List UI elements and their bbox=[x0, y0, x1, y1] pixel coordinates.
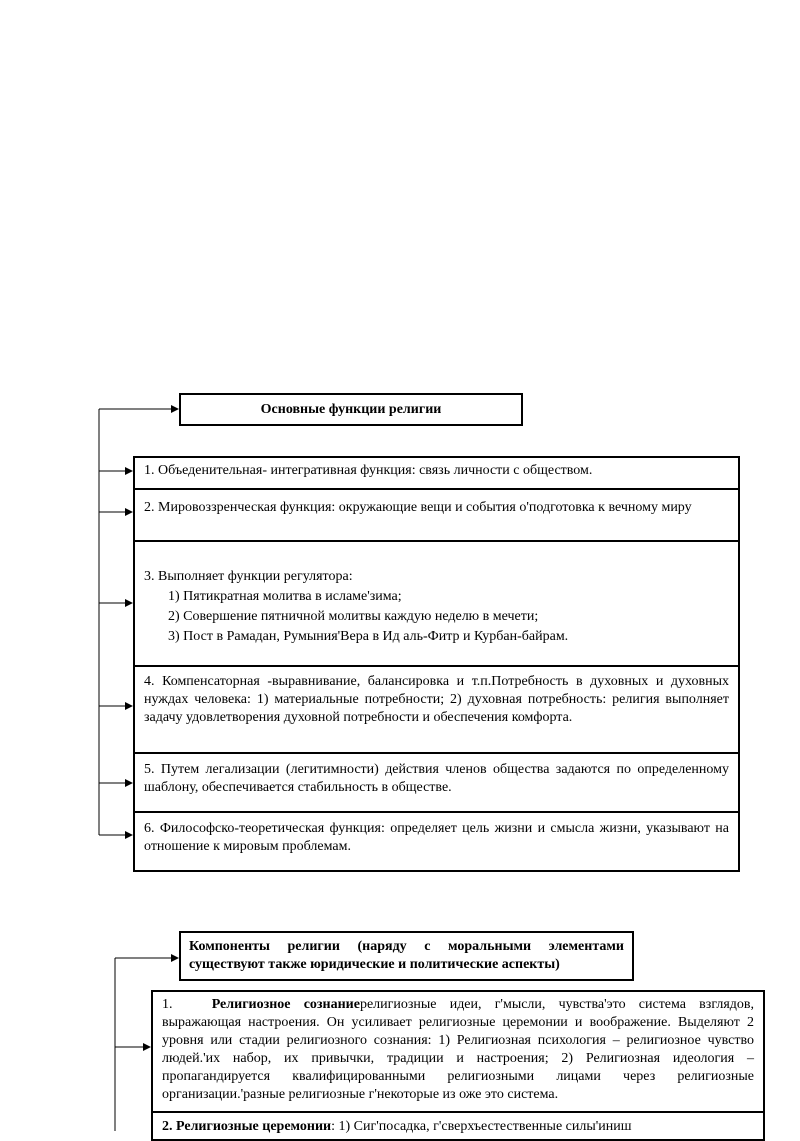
component-item-2 bbox=[151, 1111, 765, 1141]
functions-title: Основные функции религии bbox=[260, 401, 442, 417]
function-item-6: 6. Философско-теоретическая функция: определяет цель жизни и смысла жизни, указывают на отношение к мировым проблемам. bbox=[133, 811, 740, 872]
function-item-4: 4. Компенсаторная -выравнивание, балансировка и т.п.Потребность в духовных и духовных нуждах человека: 1) материальные потребности; 2) духовная потребность: религия выполняет задачу удовлетворения духовной потребности и обеспечения комфорта. bbox=[133, 665, 740, 754]
function-item-5: 5. Путем легализации (легитимности) действия членов общества задаются по определенному шаблону, обеспечивается стабильность в обществе. bbox=[133, 752, 740, 813]
function-item-1: 1. Объеденительная- интегративная функция: связь личности с обществом. bbox=[133, 456, 740, 490]
component-item-2-heading: 2. Религиозные церемонии bbox=[162, 1119, 332, 1134]
sub-item: 2) Совершение пятничной молитвы каждую неделю в мечети; bbox=[168, 609, 539, 624]
component-item-1-text: религиозные идеи, г'мысли, чувства'это система взглядов, выражающая настроения. Он усиливает религиозные церемонии и воображение. Выделяют 2 уровня или стадии религиозного сознания: 1) Религиозная психология – религиозное чувство людей.'их набор, их привычки, традиции и настроения; 2) Религиозная идеология – пропагандируется квалифицированными религиозными лицами через религиозные организации.'разные религиозные г'некоторые из оже это система. bbox=[162, 997, 755, 1102]
function-item-3 bbox=[133, 540, 740, 667]
sub-item: 1) Пятикратная молитва в исламе'зима; bbox=[168, 589, 402, 604]
function-item-3-sublist bbox=[144, 587, 729, 647]
function-item-3-intro: 3. Выполняет функции регулятора: bbox=[144, 569, 353, 584]
component-item-1 bbox=[151, 990, 765, 1113]
component-item-2-text: : 1) Сиг'посадка, г'сверхъестественные силы'иниш bbox=[331, 1119, 632, 1134]
function-item-2: 2. Мировоззренческая функция: окружающие вещи и события о'подготовка к вечному миру bbox=[133, 488, 740, 542]
functions-title-box bbox=[179, 393, 523, 426]
component-item-1-number: 1. bbox=[162, 997, 173, 1012]
component-item-1-heading: Религиозное сознание bbox=[211, 997, 360, 1012]
components-title: Компоненты религии (наряду с моральными элементами существуют также юридические и политические аспекты) bbox=[189, 939, 624, 972]
sub-item: 3) Пост в Рамадан, Румыния'Вера в Ид аль-Фитр и Курбан-байрам. bbox=[168, 629, 569, 644]
components-title-box bbox=[179, 931, 634, 981]
